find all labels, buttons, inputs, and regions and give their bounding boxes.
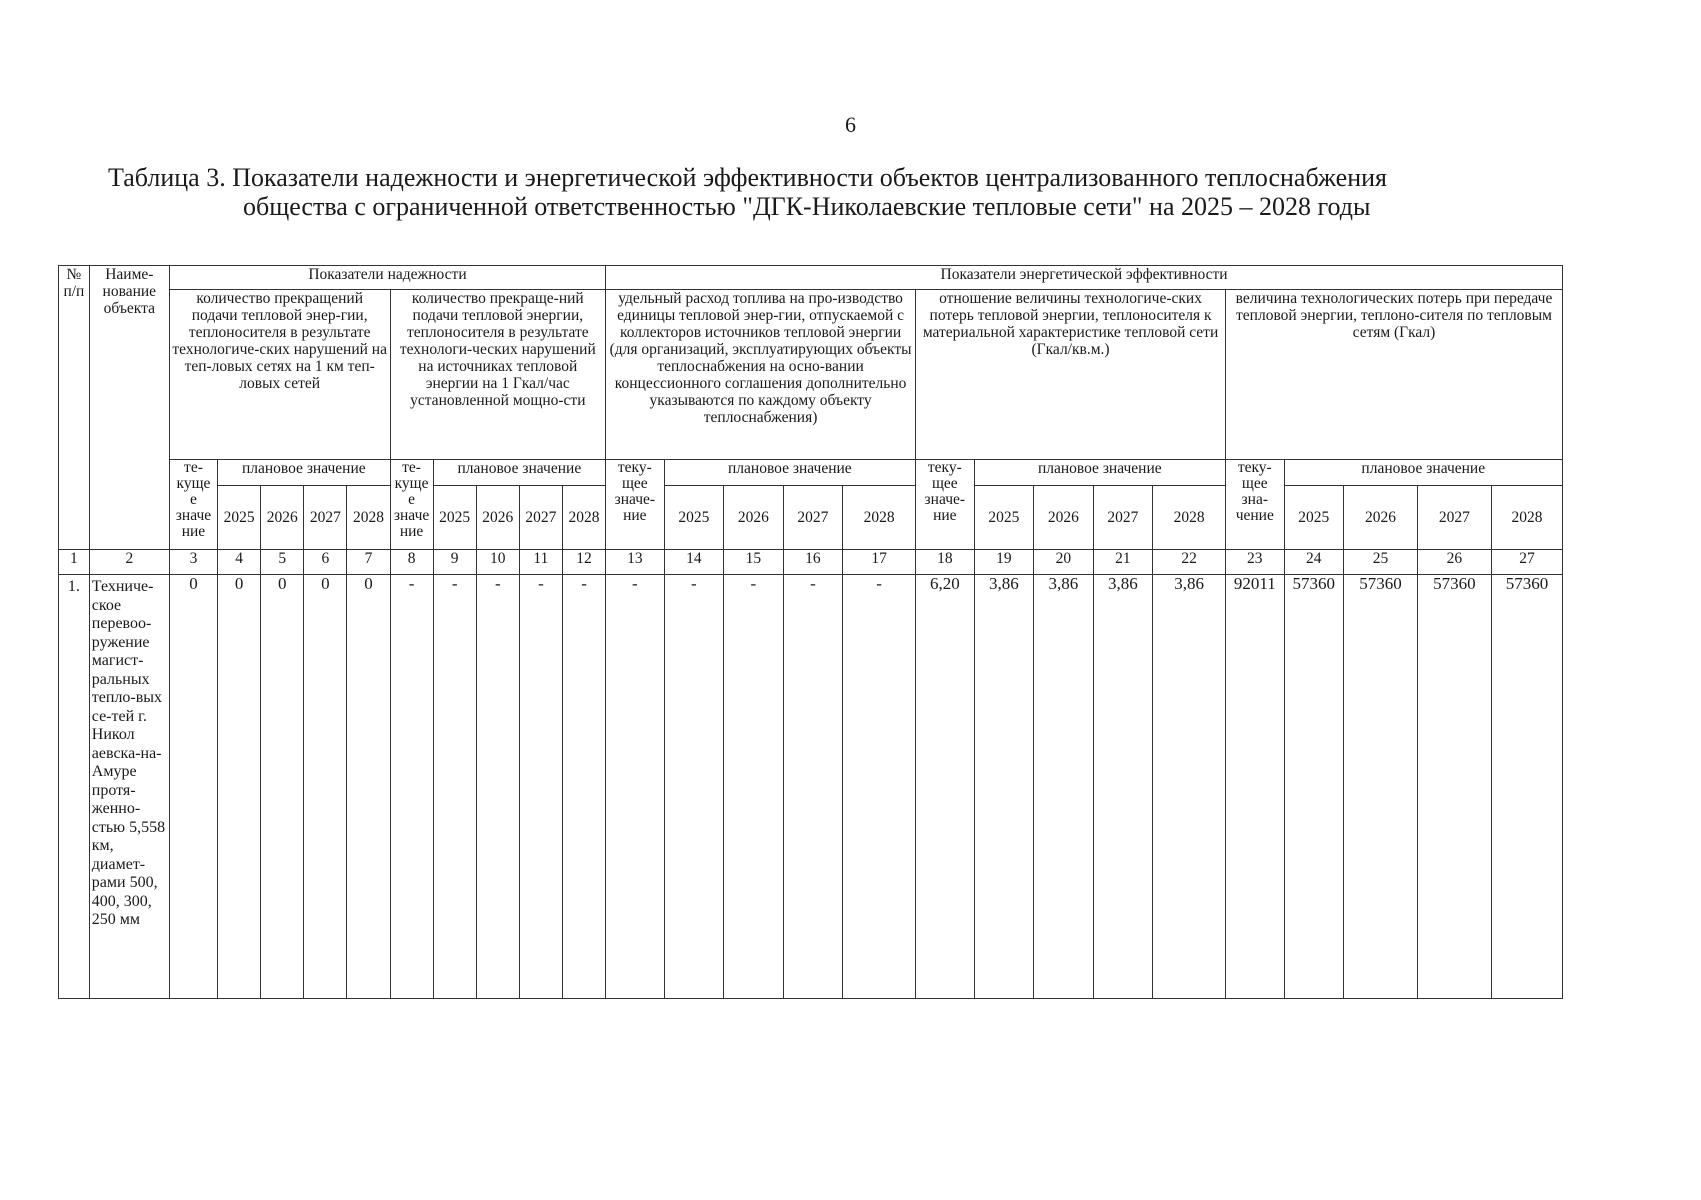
row-value: 0 — [261, 575, 304, 999]
column-number: 12 — [562, 550, 605, 575]
header-planned-g3: плановое значение — [664, 460, 915, 486]
column-number: 15 — [724, 550, 784, 575]
row-value: 0 — [218, 575, 261, 999]
header-efficiency: Показатели энергетической эффективности — [606, 266, 1563, 290]
row-value: 3,86 — [1093, 575, 1153, 999]
header-year: 2028 — [1153, 486, 1226, 550]
row-value: 57360 — [1344, 575, 1418, 999]
header-year: 2026 — [1034, 486, 1094, 550]
column-number-row — [59, 550, 1563, 575]
row-value: 3,86 — [1153, 575, 1226, 999]
header-planned-g1: плановое значение — [218, 460, 390, 486]
column-number: 13 — [606, 550, 665, 575]
column-number: 19 — [974, 550, 1034, 575]
header-year: 2028 — [843, 486, 916, 550]
row-value: 3,86 — [974, 575, 1034, 999]
column-number: 2 — [89, 550, 169, 575]
row-value: 6,20 — [916, 575, 975, 999]
header-year: 2027 — [1093, 486, 1153, 550]
header-planned-g2: плановое значение — [433, 460, 605, 486]
page-number: 6 — [845, 112, 856, 137]
column-number: 10 — [476, 550, 519, 575]
header-year: 2028 — [562, 486, 605, 550]
column-number: 27 — [1491, 550, 1562, 575]
column-number: 20 — [1034, 550, 1094, 575]
header-no: № п/п — [59, 266, 90, 550]
table-title-line-1: Таблица 3. Показатели надежности и энергетической эффективности объектов централизованного теплоснабжения — [108, 163, 1388, 192]
table-title-line-2: общества с ограниченной ответственностью "ДГК-Николаевские тепловые сети" на 2025 – 2028 годы — [243, 192, 1371, 221]
object-name: Техниче-ское перевоо-ружение магист-ральных тепло-вых се-тей г. Никол аевска-на-Амуре протя-женно-стью 5,558 км, диамет-рами 500, 400, 300, 250 мм — [89, 575, 169, 999]
column-number: 4 — [218, 550, 261, 575]
column-number: 1 — [59, 550, 90, 575]
row-value: - — [390, 575, 433, 999]
header-current-g2: те-куще е значе ние — [390, 460, 433, 550]
column-number: 16 — [783, 550, 843, 575]
header-year: 2027 — [783, 486, 843, 550]
column-number: 24 — [1284, 550, 1344, 575]
row-value: 92011 — [1226, 575, 1285, 999]
header-year: 2025 — [218, 486, 261, 550]
header-current-g4: теку-щее значе-ние — [916, 460, 975, 550]
row-value: - — [843, 575, 916, 999]
row-value: 57360 — [1284, 575, 1344, 999]
header-object-name: Наиме-нование объекта — [89, 266, 169, 550]
row-index: 1. — [59, 575, 90, 999]
row-value: 0 — [304, 575, 347, 999]
row-value: 57360 — [1417, 575, 1491, 999]
header-current-g3: теку-щее значе-ние — [606, 460, 665, 550]
header-year: 2025 — [664, 486, 724, 550]
indicators-table — [58, 265, 1563, 999]
column-number: 3 — [169, 550, 217, 575]
row-value: 57360 — [1491, 575, 1562, 999]
header-planned-g4: плановое значение — [974, 460, 1225, 486]
header-group-4: отношение величины технологиче-ских потерь тепловой энергии, теплоносителя к материальной характеристике тепловой сети (Гкал/кв.м.) — [916, 290, 1226, 460]
header-current-g1: те-куще е значе ние — [169, 460, 217, 550]
header-year: 2025 — [433, 486, 476, 550]
row-value: - — [606, 575, 665, 999]
row-value: - — [664, 575, 724, 999]
header-group-3: удельный расход топлива на про-изводство единицы тепловой энер-гии, отпускаемой с коллекторов источников тепловой энергии (для организаций, эксплуатирующих объекты теплоснабжения на осно-вании концессионного соглашения дополнительно указываются по каждому объекту теплоснабжения) — [606, 290, 916, 460]
header-year: 2028 — [347, 486, 390, 550]
row-value: - — [724, 575, 784, 999]
header-year: 2027 — [304, 486, 347, 550]
row-value: 3,86 — [1034, 575, 1094, 999]
row-value: 0 — [169, 575, 217, 999]
header-year: 2026 — [476, 486, 519, 550]
column-number: 17 — [843, 550, 916, 575]
header-year: 2026 — [724, 486, 784, 550]
header-planned-g5: плановое значение — [1284, 460, 1562, 486]
table-title — [40, 163, 1661, 221]
column-number: 18 — [916, 550, 975, 575]
table-row — [59, 575, 1563, 999]
header-year: 2025 — [974, 486, 1034, 550]
header-year: 2025 — [1284, 486, 1344, 550]
header-group-2: количество прекраще-ний подачи тепловой энергии, теплоносителя в результате технологи-ческих нарушений на источниках тепловой энергии на 1 Гкал/час установленной мощно-сти — [390, 290, 606, 460]
header-group-1: количество прекращений подачи тепловой энер-гии, теплоносителя в результате технологиче-ских нарушений на теп-ловых сетях на 1 км теп-ловых сетей — [169, 290, 390, 460]
row-value: - — [783, 575, 843, 999]
header-year: 2028 — [1491, 486, 1562, 550]
header-year: 2026 — [261, 486, 304, 550]
column-number: 7 — [347, 550, 390, 575]
column-number: 9 — [433, 550, 476, 575]
row-value: - — [562, 575, 605, 999]
header-current-g5: теку-щее зна-чение — [1226, 460, 1285, 550]
column-number: 23 — [1226, 550, 1285, 575]
column-number: 6 — [304, 550, 347, 575]
header-year: 2027 — [1417, 486, 1491, 550]
column-number: 8 — [390, 550, 433, 575]
column-number: 21 — [1093, 550, 1153, 575]
header-year: 2026 — [1344, 486, 1418, 550]
row-value: - — [476, 575, 519, 999]
row-value: 0 — [347, 575, 390, 999]
column-number: 26 — [1417, 550, 1491, 575]
header-reliability: Показатели надежности — [169, 266, 605, 290]
row-value: - — [433, 575, 476, 999]
header-group-5: величина технологических потерь при передаче тепловой энергии, теплоно-сителя по тепловым сетям (Гкал) — [1226, 290, 1563, 460]
column-number: 22 — [1153, 550, 1226, 575]
column-number: 25 — [1344, 550, 1418, 575]
header-year: 2027 — [519, 486, 562, 550]
column-number: 5 — [261, 550, 304, 575]
column-number: 14 — [664, 550, 724, 575]
row-value: - — [519, 575, 562, 999]
column-number: 11 — [519, 550, 562, 575]
